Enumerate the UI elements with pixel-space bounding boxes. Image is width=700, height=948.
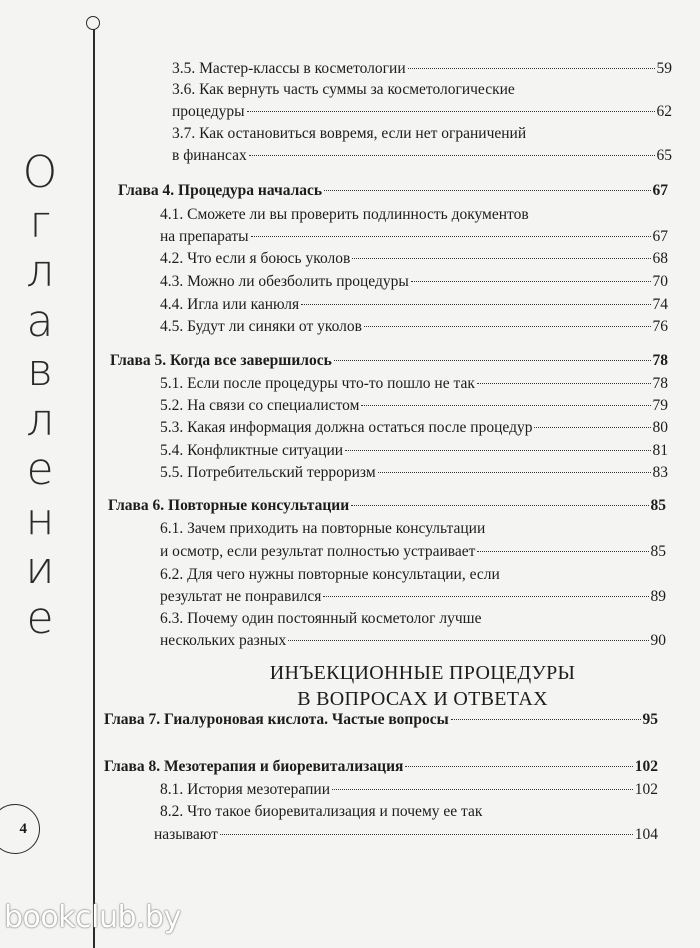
toc-entry-page: 80 <box>652 419 668 436</box>
toc-entry-page: 78 <box>652 375 668 392</box>
dot-leader <box>408 68 655 69</box>
toc-entry-title: нескольких разных <box>160 632 287 649</box>
page-number: 4 <box>19 820 27 837</box>
margin-rule <box>93 28 95 948</box>
toc-entry-title: на препараты <box>160 228 249 245</box>
dot-leader <box>477 551 648 552</box>
side-title-letter: а <box>26 295 54 347</box>
toc-entry-page: 85 <box>650 543 666 560</box>
toc-entry-3-5[interactable] <box>172 58 672 80</box>
toc-chapter-title: Глава 5. Когда все завершилось <box>110 352 332 369</box>
toc-entry-title: 5.1. Если после процедуры что-то пошло не так <box>160 375 475 392</box>
toc-entry-5-5[interactable] <box>160 462 668 484</box>
dot-leader <box>301 304 650 305</box>
side-title-letter: н <box>25 493 55 545</box>
toc-chapter-page: 67 <box>652 182 668 199</box>
dot-leader <box>405 766 632 767</box>
section-heading-line2: В ВОПРОСАХ И ОТВЕТАХ <box>297 688 548 710</box>
toc-entry-page: 68 <box>652 250 668 267</box>
dot-leader <box>249 155 655 156</box>
side-title-letter: в <box>27 345 53 396</box>
toc-entry-page: 104 <box>634 826 658 843</box>
rule-circle-ornament <box>86 16 100 30</box>
toc-chapter-page: 102 <box>634 758 658 775</box>
toc-entry-4-3[interactable] <box>160 271 668 293</box>
toc-entry-title: 5.2. На связи со специалистом <box>160 397 360 414</box>
toc-entry-title: 5.4. Конфликтные ситуации <box>160 442 344 459</box>
watermark: bookclub.by <box>4 900 181 935</box>
toc-chapter-page: 95 <box>642 711 658 728</box>
page-number-badge <box>0 804 40 854</box>
toc-entry-6-2-line1: 6.2. Для чего нужны повторные консультации, если <box>160 566 500 583</box>
toc-entry-title: результат не понравился <box>160 588 322 605</box>
toc-chapter-title: Глава 4. Процедура началась <box>118 182 323 199</box>
toc-entry-6-2[interactable] <box>160 586 666 608</box>
toc-entry-page: 67 <box>652 228 668 245</box>
dot-leader <box>247 111 655 112</box>
toc-entry-page: 65 <box>656 147 672 164</box>
side-title-vertical <box>8 148 72 643</box>
toc-chapter-title: Глава 7. Гиалуроновая кислота. Частые вопросы <box>104 711 449 728</box>
toc-entry-6-1[interactable] <box>160 541 666 563</box>
toc-entry-title: называют <box>154 826 218 843</box>
toc-chapter-8[interactable] <box>104 756 658 778</box>
toc-entry-6-3-line1: 6.3. Почему один постоянный косметолог лучше <box>160 610 482 627</box>
side-title-letter: и <box>25 543 55 594</box>
dot-leader <box>477 383 651 384</box>
toc-entry-4-1-line1: 4.1. Сможете ли вы проверить подлинность документов <box>160 206 529 223</box>
toc-entry-title: 4.3. Можно ли обезболить процедуры <box>160 273 409 290</box>
toc-entry-4-4[interactable] <box>160 294 668 316</box>
toc-chapter-4[interactable] <box>118 180 668 202</box>
side-title-letter: е <box>26 592 54 644</box>
toc-entry-6-3[interactable] <box>160 630 666 652</box>
toc-entry-8-1[interactable] <box>160 779 658 801</box>
toc-entry-3-7[interactable] <box>172 145 672 167</box>
dot-leader <box>288 640 648 641</box>
toc-entry-page: 90 <box>650 632 666 649</box>
toc-entry-4-2[interactable] <box>160 248 668 270</box>
side-title-letter: О <box>22 147 58 198</box>
dot-leader <box>351 505 648 506</box>
dot-leader <box>334 360 651 361</box>
toc-entry-5-1[interactable] <box>160 373 668 395</box>
side-title-letter: е <box>26 444 54 495</box>
toc-entry-title: процедуры <box>172 103 245 120</box>
toc-entry-8-2-line1: 8.2. Что такое биоревитализация и почему ее так <box>160 803 483 820</box>
toc-chapter-title: Глава 8. Мезотерапия и биоревитализация <box>104 758 404 775</box>
toc-entry-title: в финансах <box>172 147 247 164</box>
toc-chapter-6[interactable] <box>108 495 666 517</box>
side-title-letter: г <box>29 196 51 248</box>
toc-entry-4-5[interactable] <box>160 316 668 338</box>
toc-entry-title: 3.5. Мастер-классы в косметологии <box>172 60 406 77</box>
dot-leader <box>324 190 650 191</box>
toc-entry-5-4[interactable] <box>160 440 668 462</box>
toc-entry-page: 74 <box>652 296 668 313</box>
toc-chapter-page: 85 <box>650 497 666 514</box>
toc-entry-8-2[interactable] <box>154 824 658 846</box>
section-heading-line1: ИНЪЕКЦИОННЫЕ ПРОЦЕДУРЫ <box>269 662 576 684</box>
toc-entry-5-2[interactable] <box>160 395 668 417</box>
dot-leader <box>251 236 651 237</box>
toc-chapter-5[interactable] <box>110 350 668 372</box>
toc-entry-page: 70 <box>652 273 668 290</box>
toc-entry-title: 4.5. Будут ли синяки от уколов <box>160 318 362 335</box>
toc-entry-page: 76 <box>652 318 668 335</box>
toc-entry-3-6[interactable] <box>172 101 672 123</box>
dot-leader <box>220 834 633 835</box>
toc-entry-title: 4.4. Игла или канюля <box>160 296 300 313</box>
toc-entry-page: 89 <box>650 588 666 605</box>
toc-entry-page: 62 <box>656 103 672 120</box>
dot-leader <box>451 719 641 720</box>
toc-entry-3-7-line1: 3.7. Как остановиться вовремя, если нет ограничений <box>172 125 527 142</box>
toc-chapter-7[interactable] <box>104 709 658 731</box>
toc-chapter-page: 78 <box>652 352 668 369</box>
toc-entry-title: 4.2. Что если я боюсь уколов <box>160 250 351 267</box>
toc-entry-page: 102 <box>634 781 658 798</box>
dot-leader <box>364 326 651 327</box>
dot-leader <box>378 472 651 473</box>
toc-entry-6-1-line1: 6.1. Зачем приходить на повторные консультации <box>160 520 486 537</box>
side-title-letter: л <box>25 394 55 446</box>
toc-entry-page: 83 <box>652 464 668 481</box>
dot-leader <box>352 258 650 259</box>
toc-entry-page: 81 <box>652 442 668 459</box>
toc-entry-title: 5.5. Потребительский терроризм <box>160 464 376 481</box>
toc-entry-page: 59 <box>656 60 672 77</box>
toc-entry-title: 8.1. История мезотерапии <box>160 781 330 798</box>
toc-entry-4-1[interactable] <box>160 226 668 248</box>
dot-leader <box>534 427 650 428</box>
toc-entry-page: 79 <box>652 397 668 414</box>
toc-entry-title: и осмотр, если результат полностью устраивает <box>160 543 476 560</box>
dot-leader <box>361 405 650 406</box>
toc-entry-title: 5.3. Какая информация должна остаться после процедур <box>160 419 533 436</box>
toc-entry-3-6-line1: 3.6. Как вернуть часть суммы за косметологические <box>172 81 515 98</box>
toc-chapter-title: Глава 6. Повторные консультации <box>108 497 350 514</box>
dot-leader <box>411 281 651 282</box>
toc-entry-5-3[interactable] <box>160 417 668 439</box>
dot-leader <box>332 789 633 790</box>
dot-leader <box>323 596 648 597</box>
side-title-letter: л <box>25 246 55 297</box>
dot-leader <box>345 450 650 451</box>
